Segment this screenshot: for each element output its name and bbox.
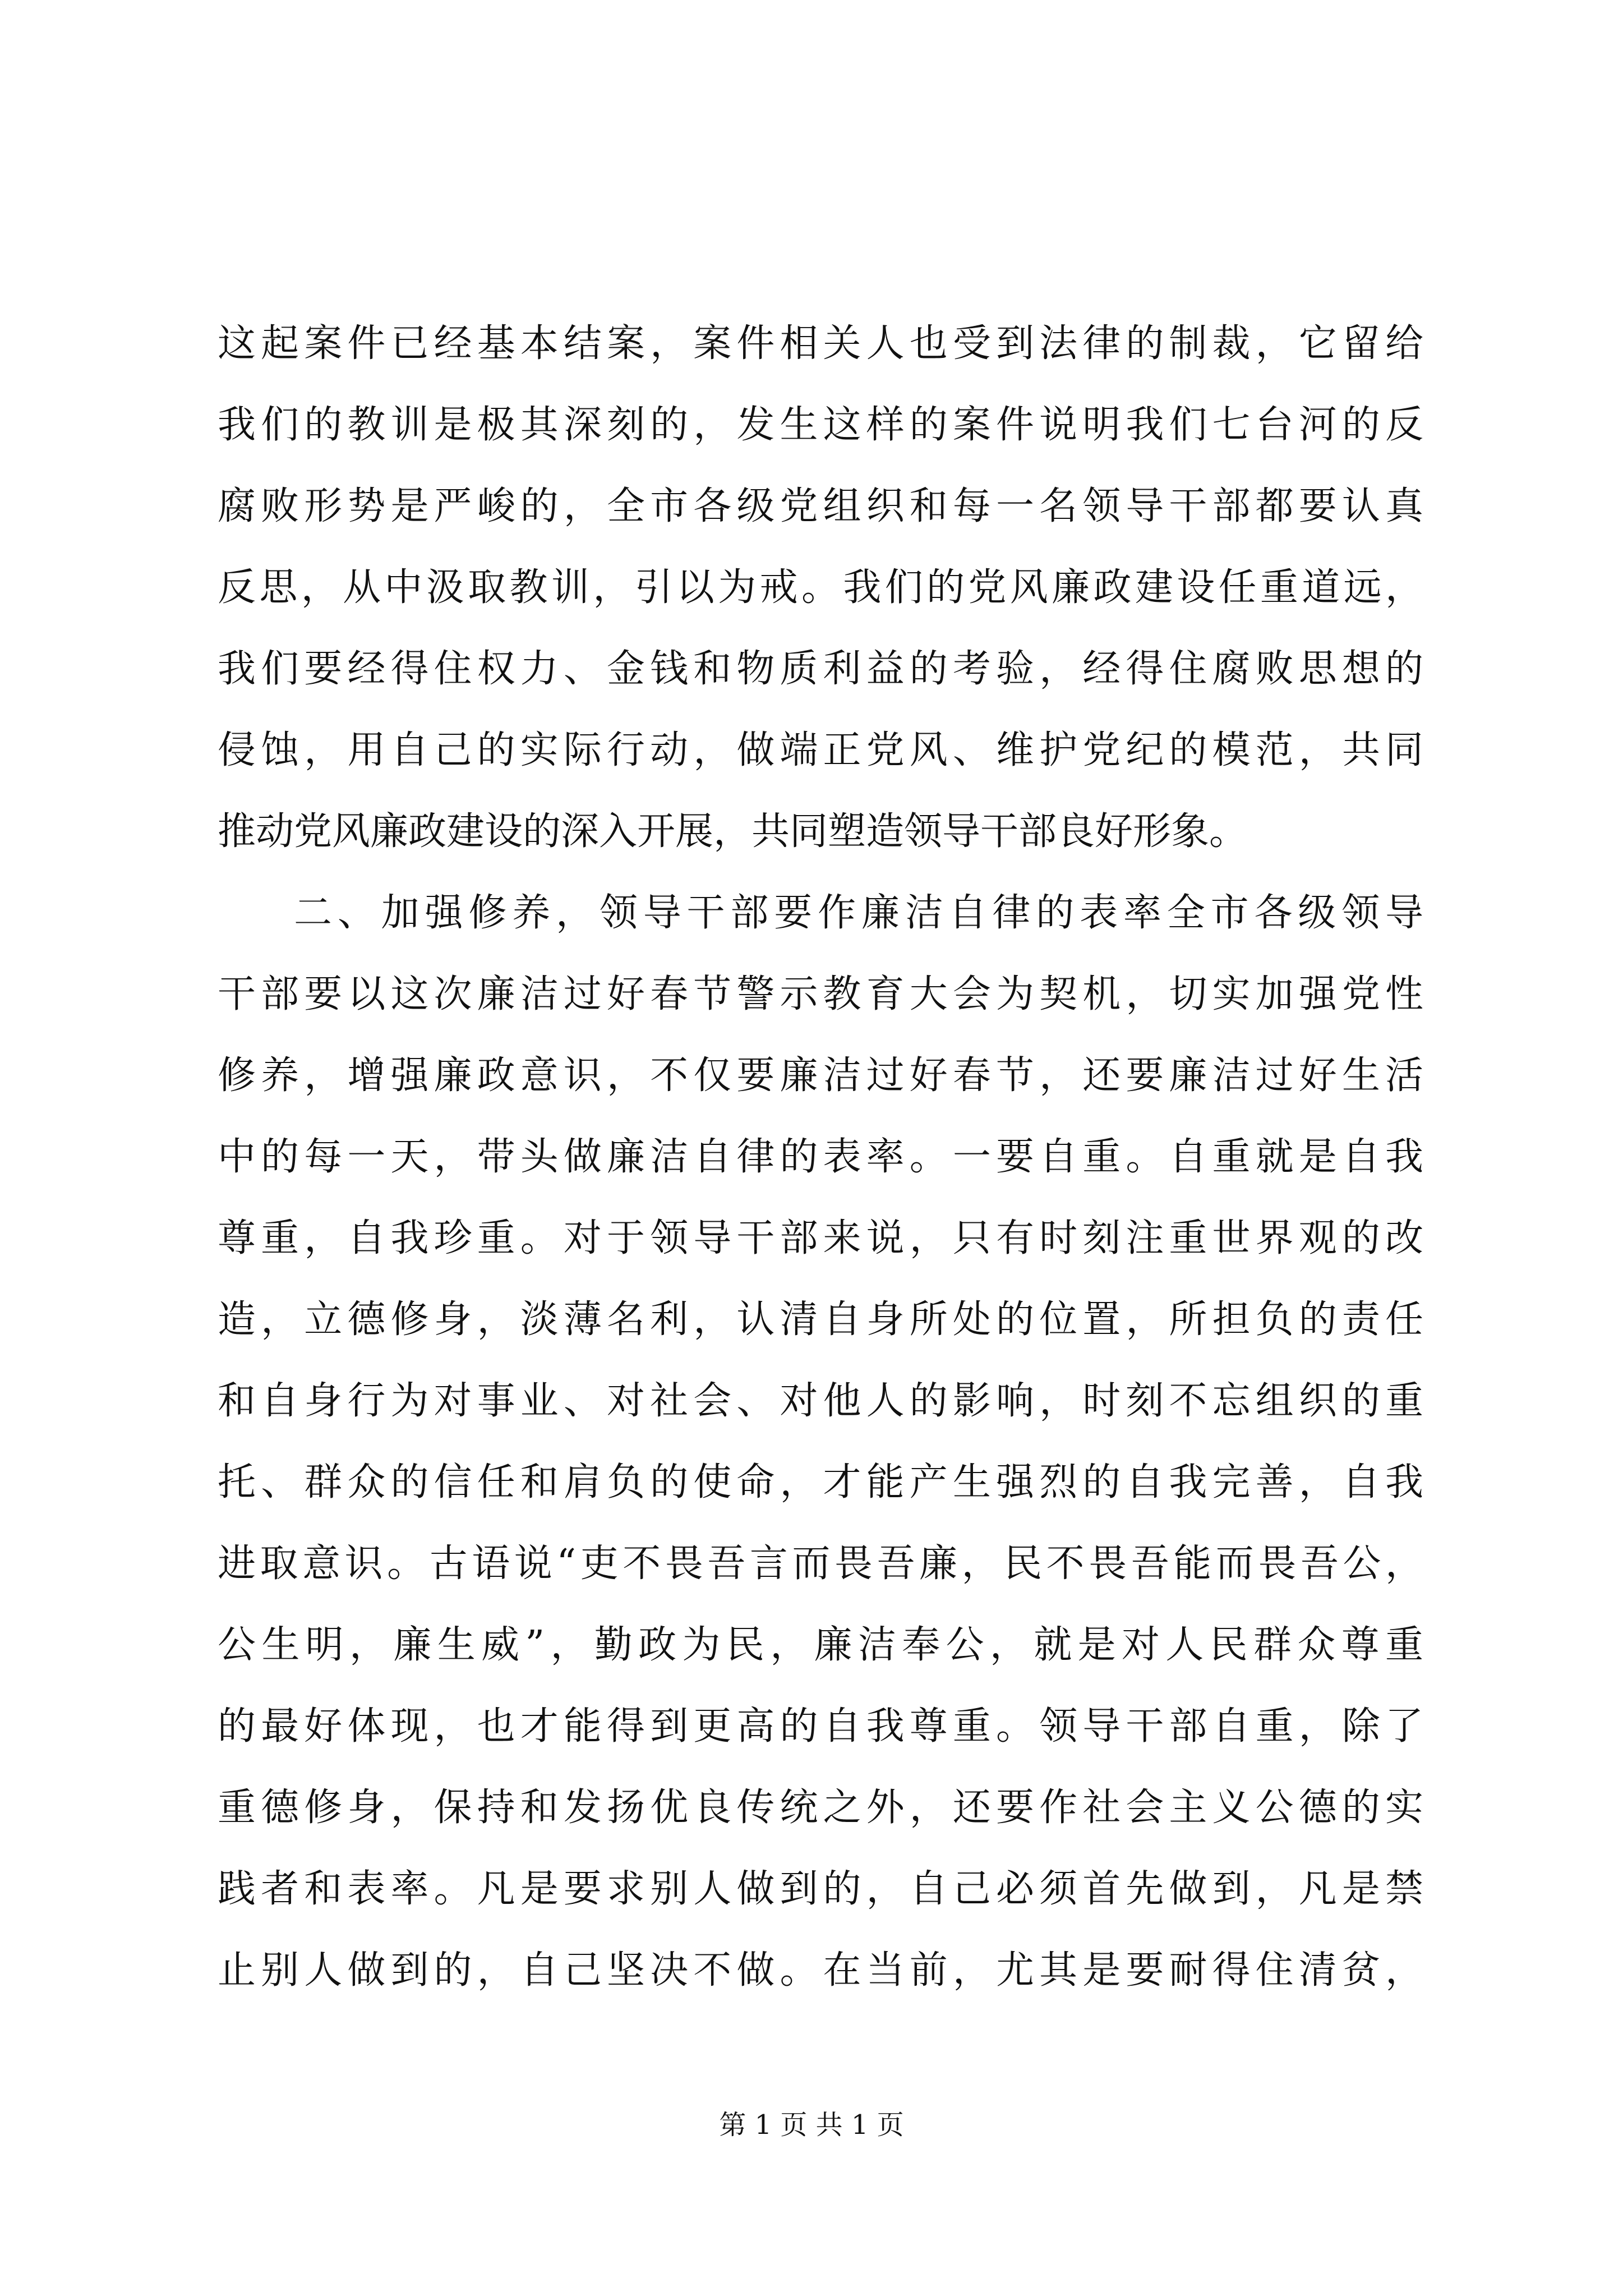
text-line: 公生明，廉生威”，勤政为民，廉洁奉公，就是对人民群众尊重: [218, 1623, 1423, 1667]
text-line: 腐败形势是严峻的，全市各级党组织和每一名领导干部都要认真: [218, 484, 1423, 528]
text-line: 中的每一天，带头做廉洁自律的表率。一要自重。自重就是自我: [218, 1135, 1423, 1179]
text-line: 我们要经得住权力、金钱和物质利益的考验，经得住腐败思想的: [218, 647, 1423, 691]
text-line: 干部要以这次廉洁过好春节警示教育大会为契机，切实加强党性: [218, 972, 1423, 1016]
text-line: 造，立德修身，淡薄名利，认清自身所处的位置，所担负的责任: [218, 1297, 1423, 1342]
text-line: 托、群众的信任和肩负的使命，才能产生强烈的自我完善，自我: [218, 1460, 1423, 1504]
text-line: 重德修身，保持和发扬优良传统之外，还要作社会主义公德的实: [218, 1786, 1423, 1830]
text-line: 的最好体现，也才能得到更高的自我尊重。领导干部自重，除了: [218, 1704, 1423, 1749]
text-line: 和自身行为对事业、对社会、对他人的影响，时刻不忘组织的重: [218, 1379, 1423, 1423]
text-line: 二、加强修养，领导干部要作廉洁自律的表率全市各级领导: [294, 891, 1423, 935]
text-line: 践者和表率。凡是要求别人做到的，自己必须首先做到，凡是禁: [218, 1867, 1423, 1911]
text-line: 止别人做到的，自己坚决不做。在当前，尤其是要耐得住清贫，: [218, 1948, 1423, 1993]
body-text: [218, 303, 1423, 2011]
text-line: 我们的教训是极其深刻的，发生这样的案件说明我们七台河的反: [218, 403, 1423, 447]
text-line: 这起案件已经基本结案，案件相关人也受到法律的制裁，它留给: [218, 321, 1423, 366]
text-line: 侵蚀，用自己的实际行动，做端正党风、维护党纪的模范，共同: [218, 728, 1423, 772]
text-line: 尊重，自我珍重。对于领导干部来说，只有时刻注重世界观的改: [218, 1216, 1423, 1260]
text-line: 进取意识。古语说“吏不畏吾言而畏吾廉，民不畏吾能而畏吾公，: [218, 1542, 1423, 1586]
text-line: 推动党风廉政建设的深入开展，共同塑造领导干部良好形象。: [218, 809, 1248, 854]
text-line: 修养，增强廉政意识，不仅要廉洁过好春节，还要廉洁过好生活: [218, 1053, 1423, 1098]
text-line: 反思，从中汲取教训，引以为戒。我们的党风廉政建设任重道远，: [218, 565, 1423, 610]
page-number-footer: 第 1 页 共 1 页: [719, 2109, 904, 2141]
